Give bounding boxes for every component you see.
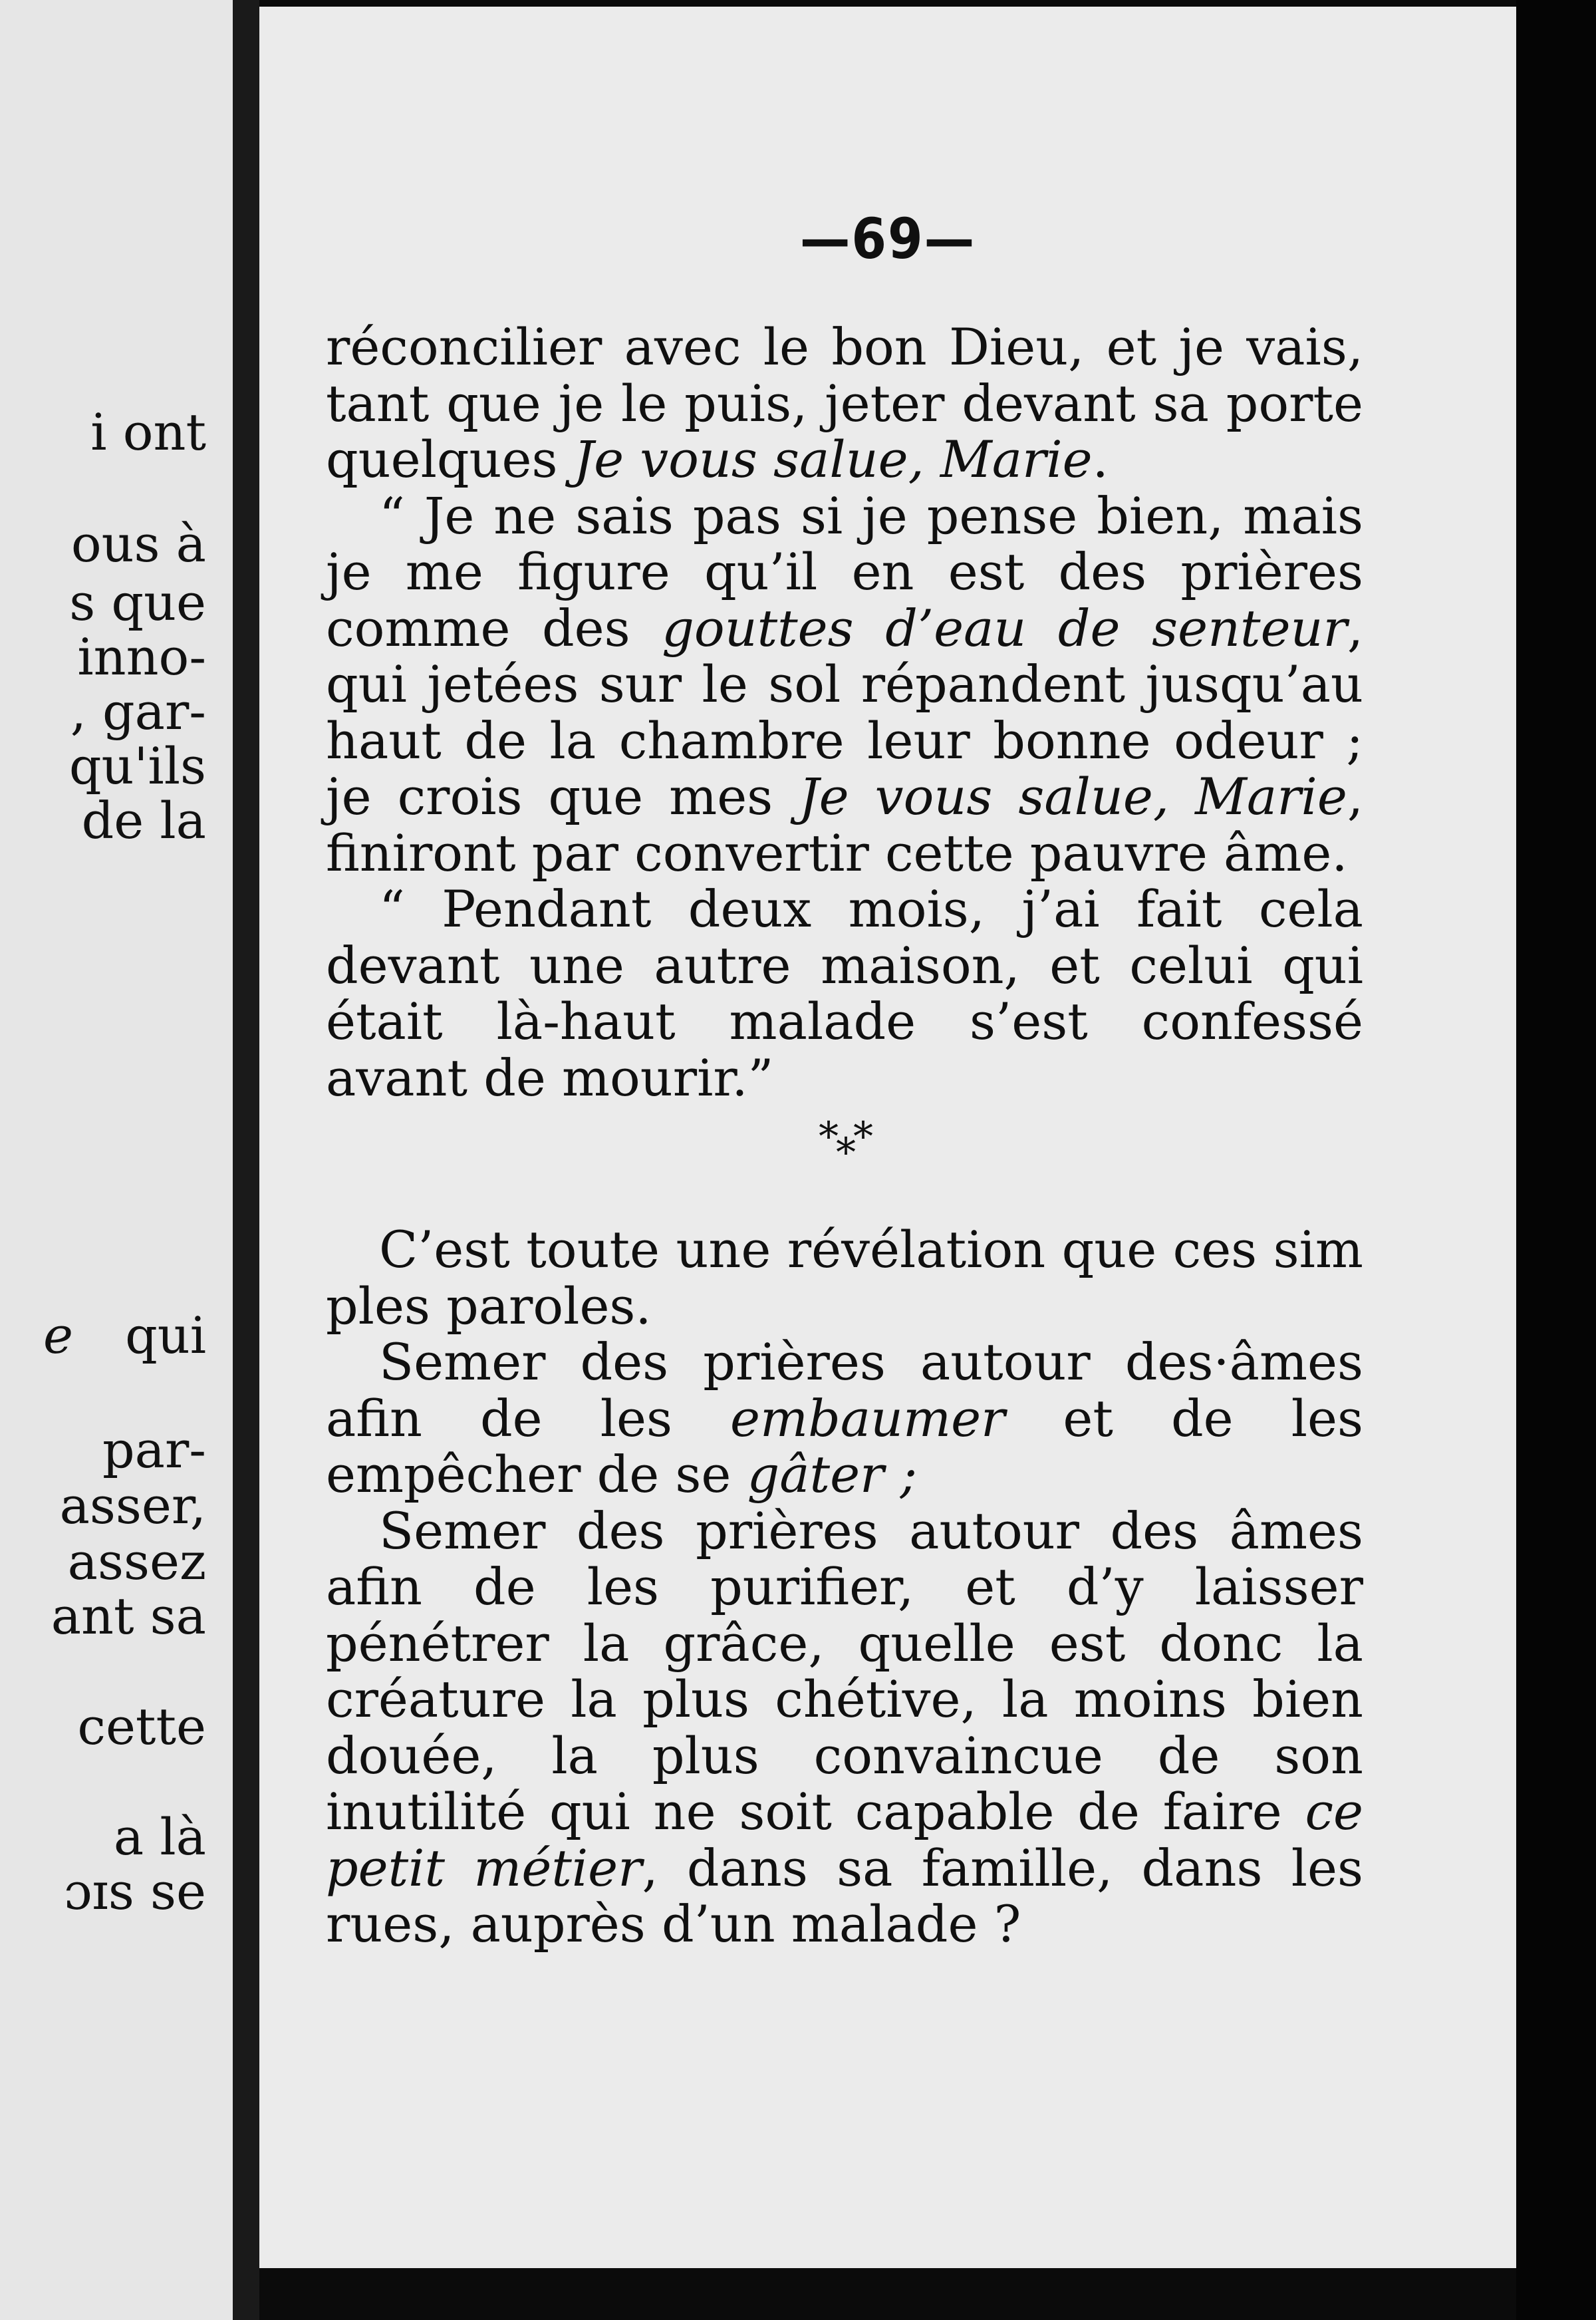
- previous-page-edge: [0, 0, 233, 2320]
- prev-page-fragment: inno-: [77, 627, 206, 686]
- book-gutter: [233, 0, 259, 2320]
- prev-page-fragment: a là: [113, 1807, 206, 1866]
- paragraph-5: Semer des prières autour des·âmes afin de les embaumer et de les empêcher de se gâter ;: [326, 1332, 1363, 1504]
- prev-page-fragment: qu'ils: [68, 736, 206, 796]
- prev-page-fragment: , gar-: [70, 682, 206, 741]
- paragraph-2: “ Je ne sais pas si je pense bien, mais je me figure qu’il en est des prières comme des gouttes d’eau de senteur, qui jetées sur le sol répandent jusqu’au haut de la chambre leur bonne odeur ; je crois que mes Je vous salue, Marie, finiront par convertir cette pauvre âme.: [326, 486, 1364, 883]
- section-break-asterisks: ***: [819, 1113, 870, 1176]
- prev-page-fragment: de la: [81, 791, 206, 850]
- prev-page-fragment: asser,: [59, 1476, 206, 1535]
- prev-page-fragment: par-: [102, 1420, 206, 1479]
- prev-page-fragment: i ont: [90, 402, 206, 462]
- paragraph-1: réconcilier avec le bon Dieu, et je vais, tant que je le puis, jeter devant sa porte quelques Je vous salue, Marie.: [326, 317, 1363, 489]
- prev-page-fragment: ous à: [70, 514, 206, 573]
- prev-page-fragment: cette: [77, 1697, 206, 1756]
- paragraph-3: “ Pendant deux mois, j’ai fait cela devant une autre maison, et celui qui était là-haut malade s’est confessé avant de mourir.”: [326, 879, 1363, 1107]
- scan-border: [1516, 0, 1596, 2320]
- prev-page-fragment: qui: [125, 1306, 206, 1365]
- prev-page-fragment: ant sa: [51, 1586, 206, 1646]
- prev-page-fragment-italic: e: [43, 1306, 73, 1365]
- paragraph-4: C’est toute une révélation que ces sim ples paroles.: [326, 1220, 1363, 1336]
- paragraph-6: Semer des prières autour des âmes afin de les purifier, et d’y laisser pénétrer la grâce, quelle est donc la créature la plus chétive, la moins bien douée, la plus convaincue de son inutilité qui ne soit capable de faire ce petit métier, dans sa famille, dans les rues, auprès d’un malade ?: [326, 1501, 1364, 1954]
- prev-page-fragment: assez: [67, 1532, 206, 1591]
- page-body: [326, 319, 1363, 1953]
- prev-page-fragment: s que: [69, 573, 206, 632]
- prev-page-fragment: ɔɪs se: [63, 1862, 206, 1921]
- book-page: [259, 7, 1516, 2268]
- page-number: —69—: [799, 206, 976, 271]
